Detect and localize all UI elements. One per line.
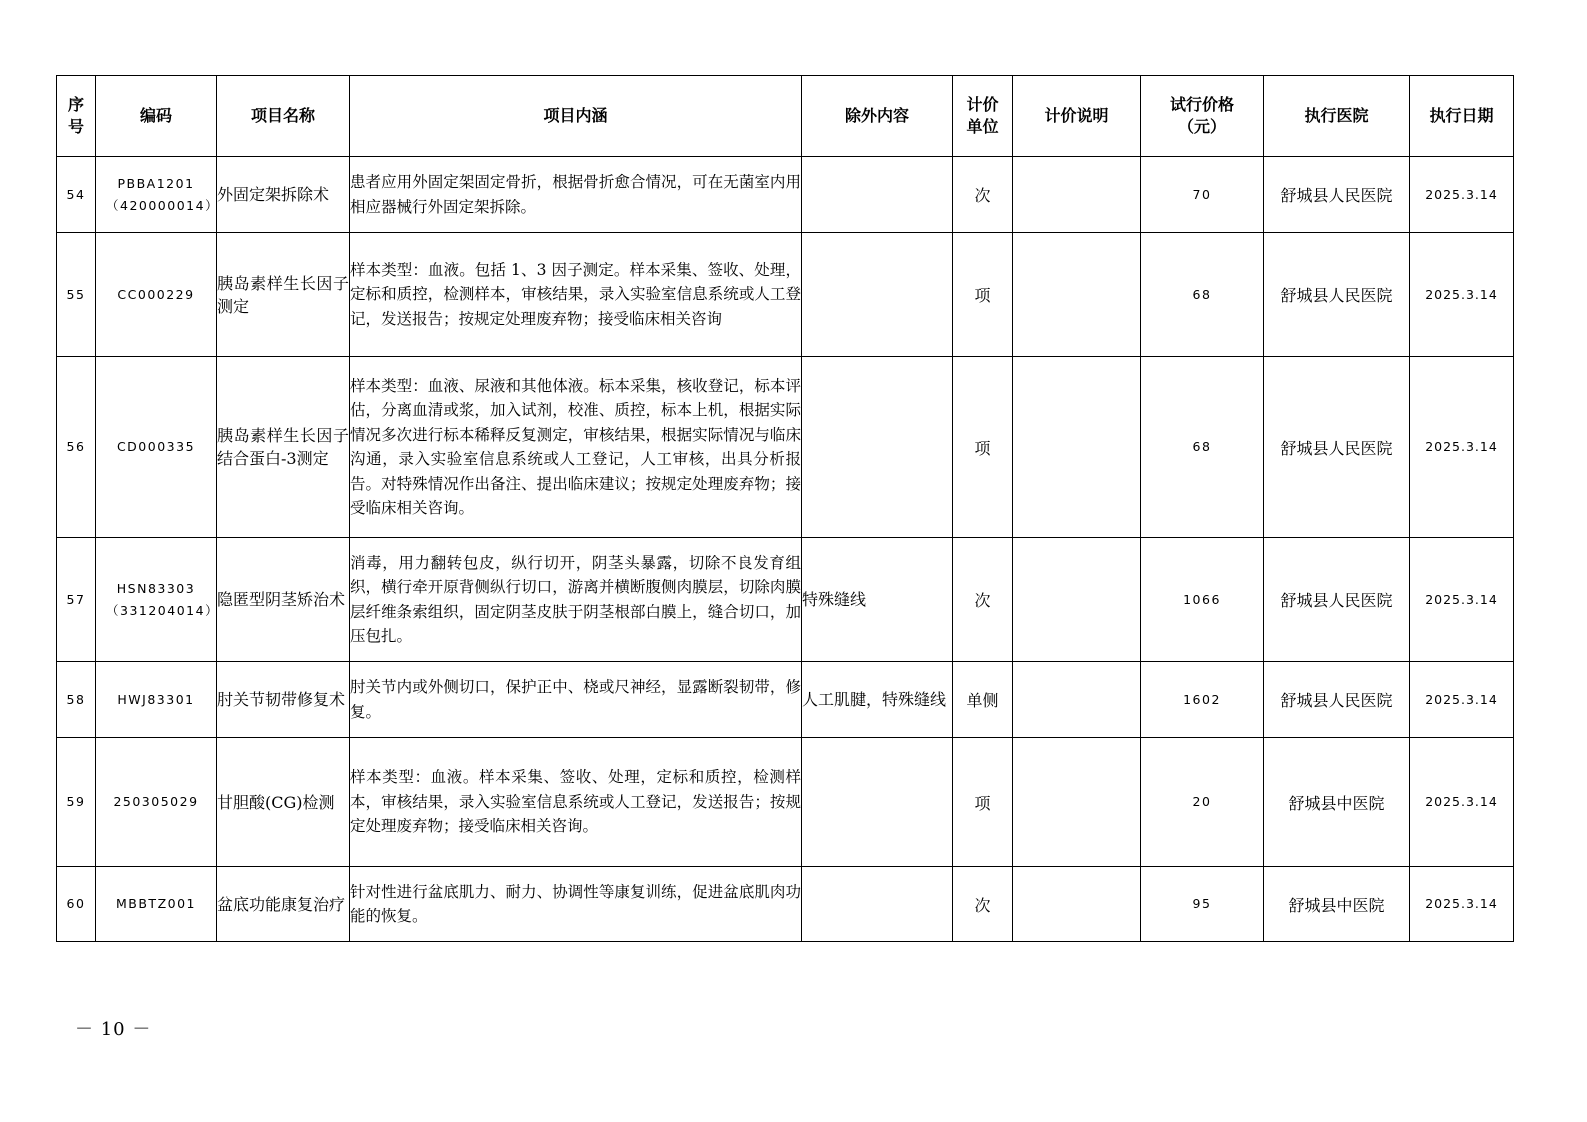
- header-exclusion: 除外内容: [802, 76, 953, 157]
- table-row: [57, 738, 1514, 867]
- cell-note: [1013, 357, 1141, 538]
- header-date: 执行日期: [1410, 76, 1514, 157]
- cell-unit: 次: [953, 538, 1013, 662]
- cell-num: 56: [57, 357, 96, 538]
- cell-num: 57: [57, 538, 96, 662]
- cell-price: 20: [1141, 738, 1264, 867]
- header-price: 试行价格（元）: [1141, 76, 1264, 157]
- cell-price: 68: [1141, 357, 1264, 538]
- cell-note: [1013, 157, 1141, 233]
- cell-note: [1013, 867, 1141, 942]
- cell-name: 胰岛素样生长因子结合蛋白-3测定: [217, 357, 350, 538]
- cell-date: 2025.3.14: [1410, 538, 1514, 662]
- table-row: [57, 157, 1514, 233]
- cell-price: 68: [1141, 233, 1264, 357]
- cell-name: 胰岛素样生长因子测定: [217, 233, 350, 357]
- cell-code: MBBTZ001: [96, 867, 217, 942]
- cell-name: 盆底功能康复治疗: [217, 867, 350, 942]
- cell-note: [1013, 538, 1141, 662]
- cell-hospital: 舒城县人民医院: [1264, 662, 1410, 738]
- cell-unit: 项: [953, 357, 1013, 538]
- cell-num: 55: [57, 233, 96, 357]
- cell-exclusion: 特殊缝线: [802, 538, 953, 662]
- cell-unit: 项: [953, 233, 1013, 357]
- table-row: [57, 357, 1514, 538]
- cell-code: CD000335: [96, 357, 217, 538]
- cell-code: 250305029: [96, 738, 217, 867]
- cell-hospital: 舒城县人民医院: [1264, 357, 1410, 538]
- header-name: 项目名称: [217, 76, 350, 157]
- cell-content: 肘关节内或外侧切口，保护正中、桡或尺神经，显露断裂韧带，修复。: [350, 662, 802, 738]
- cell-price: 95: [1141, 867, 1264, 942]
- cell-date: 2025.3.14: [1410, 738, 1514, 867]
- cell-exclusion: [802, 233, 953, 357]
- cell-code: HSN83303（331204014）: [96, 538, 217, 662]
- cell-code: CC000229: [96, 233, 217, 357]
- cell-exclusion: [802, 738, 953, 867]
- cell-content: 样本类型：血液、尿液和其他体液。标本采集，核收登记，标本评估，分离血清或浆，加入试剂，校准、质控，标本上机，根据实际情况多次进行标本稀释反复测定，审核结果，根据实际情况与临床沟通，录入实验室信息系统或人工登记，人工审核，出具分析报告。对特殊情况作出备注、提出临床建议；按规定处理废弃物；接受临床相关咨询。: [350, 357, 802, 538]
- header-note: 计价说明: [1013, 76, 1141, 157]
- cell-name: 隐匿型阴茎矫治术: [217, 538, 350, 662]
- cell-code: HWJ83301: [96, 662, 217, 738]
- cell-date: 2025.3.14: [1410, 867, 1514, 942]
- header-unit: 计价单位: [953, 76, 1013, 157]
- header-hospital: 执行医院: [1264, 76, 1410, 157]
- page-number: － 10 －: [75, 1019, 152, 1040]
- table-row: [57, 538, 1514, 662]
- cell-exclusion: [802, 867, 953, 942]
- cell-num: 54: [57, 157, 96, 233]
- table-row: [57, 867, 1514, 942]
- cell-note: [1013, 662, 1141, 738]
- cell-hospital: 舒城县中医院: [1264, 738, 1410, 867]
- cell-price: 70: [1141, 157, 1264, 233]
- cell-date: 2025.3.14: [1410, 157, 1514, 233]
- cell-exclusion: [802, 357, 953, 538]
- cell-unit: 次: [953, 157, 1013, 233]
- cell-unit: 项: [953, 738, 1013, 867]
- cell-num: 58: [57, 662, 96, 738]
- cell-name: 甘胆酸(CG)检测: [217, 738, 350, 867]
- cell-num: 59: [57, 738, 96, 867]
- cell-hospital: 舒城县人民医院: [1264, 538, 1410, 662]
- table-row: [57, 662, 1514, 738]
- cell-note: [1013, 233, 1141, 357]
- table-row: [57, 233, 1514, 357]
- cell-hospital: 舒城县人民医院: [1264, 157, 1410, 233]
- cell-price: 1602: [1141, 662, 1264, 738]
- cell-unit: 单侧: [953, 662, 1013, 738]
- cell-name: 肘关节韧带修复术: [217, 662, 350, 738]
- cell-exclusion: [802, 157, 953, 233]
- cell-content: 消毒，用力翻转包皮，纵行切开，阴茎头暴露，切除不良发育组织，横行牵开原背侧纵行切口，游离并横断腹侧肉膜层，切除肉膜层纤维条索组织，固定阴茎皮肤于阴茎根部白膜上，缝合切口，加压包扎。: [350, 538, 802, 662]
- cell-content: 样本类型：血液。样本采集、签收、处理，定标和质控，检测样本，审核结果，录入实验室信息系统或人工登记，发送报告；按规定处理废弃物；接受临床相关咨询。: [350, 738, 802, 867]
- cell-exclusion: 人工肌腱，特殊缝线: [802, 662, 953, 738]
- cell-hospital: 舒城县人民医院: [1264, 233, 1410, 357]
- cell-num: 60: [57, 867, 96, 942]
- cell-code: PBBA1201（420000014）: [96, 157, 217, 233]
- cell-content: 患者应用外固定架固定骨折，根据骨折愈合情况，可在无菌室内用相应器械行外固定架拆除。: [350, 157, 802, 233]
- table-header-row: [57, 76, 1514, 157]
- cell-price: 1066: [1141, 538, 1264, 662]
- cell-date: 2025.3.14: [1410, 662, 1514, 738]
- header-num: 序号: [57, 76, 96, 157]
- cell-date: 2025.3.14: [1410, 357, 1514, 538]
- cell-name: 外固定架拆除术: [217, 157, 350, 233]
- cell-content: 针对性进行盆底肌力、耐力、协调性等康复训练，促进盆底肌肉功能的恢复。: [350, 867, 802, 942]
- cell-hospital: 舒城县中医院: [1264, 867, 1410, 942]
- cell-unit: 次: [953, 867, 1013, 942]
- cell-date: 2025.3.14: [1410, 233, 1514, 357]
- price-table: [56, 75, 1514, 942]
- cell-content: 样本类型：血液。包括 1、3 因子测定。样本采集、签收、处理，定标和质控，检测样本，审核结果，录入实验室信息系统或人工登记，发送报告；按规定处理废弃物；接受临床相关咨询: [350, 233, 802, 357]
- header-code: 编码: [96, 76, 217, 157]
- header-content: 项目内涵: [350, 76, 802, 157]
- cell-note: [1013, 738, 1141, 867]
